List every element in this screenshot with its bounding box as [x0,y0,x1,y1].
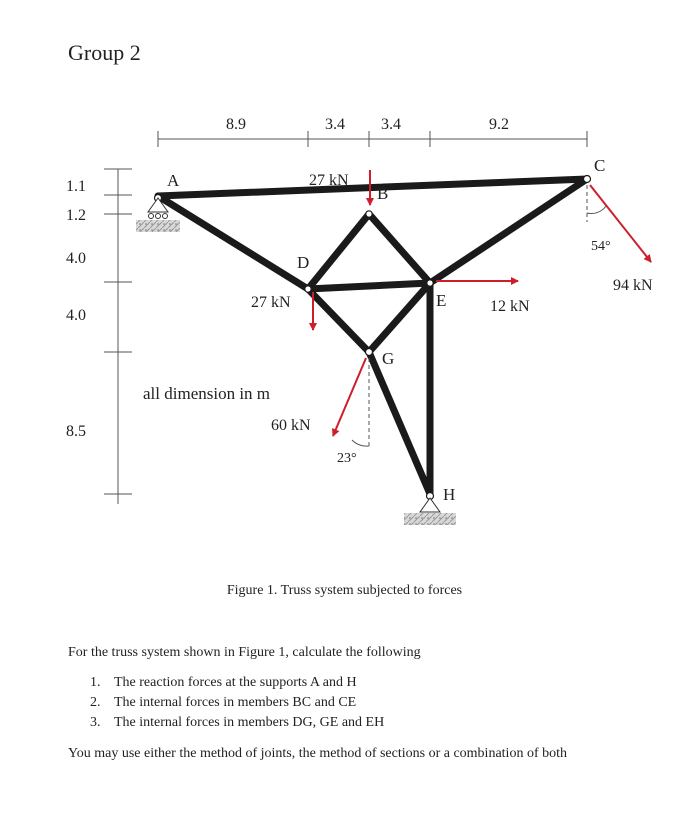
joint-C [584,176,591,183]
joint-G [366,349,373,356]
force-label-D: 27 kN [251,294,291,311]
member-DE [308,283,430,289]
joint-B [366,211,372,217]
member-DG [308,289,369,352]
task-item [90,713,384,733]
member-EC [430,179,587,283]
question-intro: For the truss system shown in Figure 1, calculate the following [68,645,421,660]
joint-D [305,286,311,292]
dim-label-BE: 3.4 [381,116,401,133]
horizontal-dimension-line [158,131,587,147]
node-label-A: A [167,171,180,190]
node-label-D: D [297,253,310,272]
dim-label-4-0-b: 4.0 [66,307,86,324]
task-item [90,673,384,693]
force-label-G: 60 kN [271,417,311,434]
force-label-C: 94 kN [613,277,653,294]
dim-label-1-1: 1.1 [66,178,86,195]
closing-note: You may use either the method of joints, the method of sections or a combination of both [68,746,567,761]
force-label-B: 27 kN [309,172,349,189]
node-label-B: B [377,184,389,203]
task-number: 2. [90,695,101,710]
member-AC [158,179,587,196]
node-label-C: C [594,156,606,175]
figure-caption: Figure 1. Truss system subjected to forces [226,583,463,598]
task-text: The reaction forces at the supports A and H [114,675,357,690]
dim-label-4-0-a: 4.0 [66,250,86,267]
force-arrow-G [333,358,366,436]
support-A [136,195,180,233]
joint-E [427,280,433,286]
task-number: 1. [90,675,101,690]
angle-label-C: 54° [591,239,611,254]
task-text: The internal forces in members DG, GE and EH [114,715,385,730]
truss-members [158,179,587,494]
dim-label-EC: 9.2 [489,116,509,133]
dim-label-1-2: 1.2 [66,207,86,224]
vertical-dimension-line [104,169,132,504]
dim-label-8-5: 8.5 [66,423,86,440]
member-BE [369,214,430,283]
dim-label-AD: 8.9 [226,116,246,133]
task-list [90,673,384,733]
page-heading: Group 2 [68,40,141,65]
node-label-E: E [436,291,447,310]
dim-label-DB: 3.4 [325,116,345,133]
task-item [90,693,384,713]
force-arrows [313,170,651,436]
member-DB [308,214,369,289]
angle-label-G: 23° [337,451,357,466]
dimension-note: all dimension in m [143,384,271,403]
member-GH [369,352,430,494]
node-label-G: G [382,349,395,368]
force-label-E: 12 kN [490,298,530,315]
member-GE [369,283,430,352]
node-label-H: H [443,485,456,504]
task-text: The internal forces in members BC and CE [114,695,357,710]
task-number: 3. [90,715,101,730]
member-AD [158,196,308,289]
